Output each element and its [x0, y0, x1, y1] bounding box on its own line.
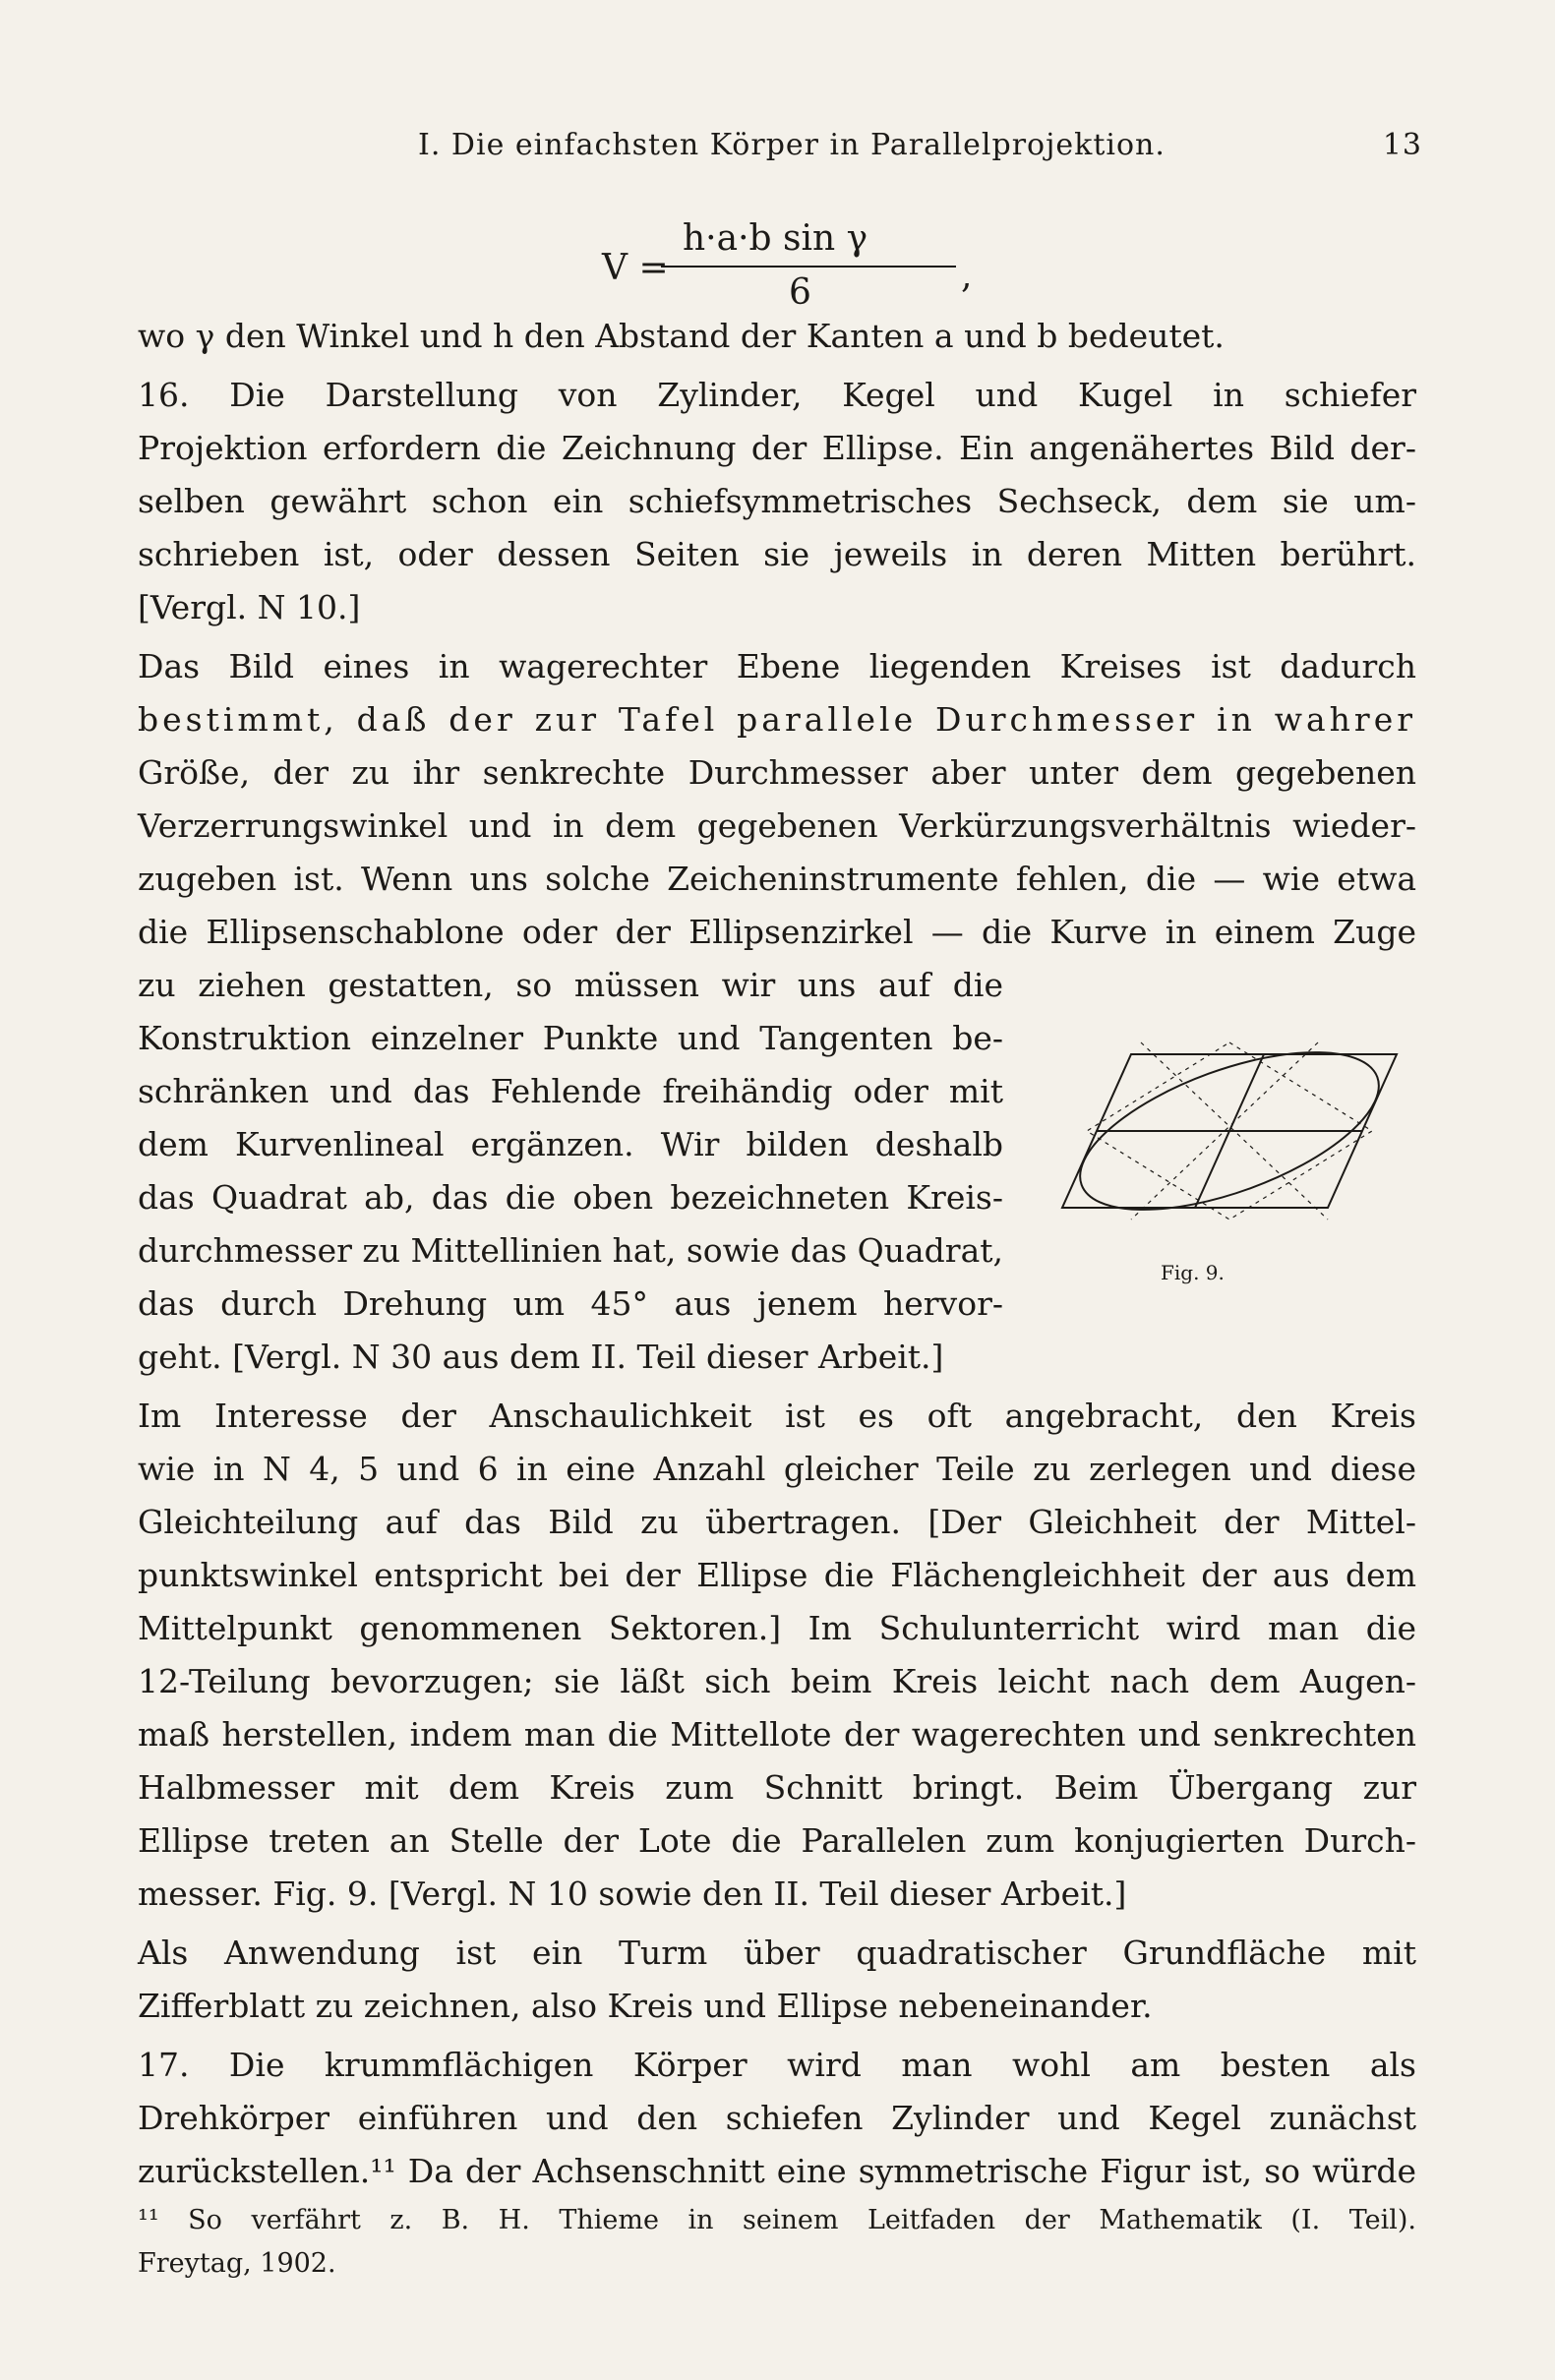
text-line: 17. Die krummflächigen Körper wird man wohl am besten als — [138, 2046, 1416, 2084]
ellipse-figure — [1043, 1003, 1416, 1298]
text-line: schrieben ist, oder dessen Seiten sie jeweils in deren Mitten berührt. — [138, 535, 1416, 573]
formula-denominator: 6 — [789, 272, 811, 313]
footnote-line: Freytag, 1902. — [138, 2248, 336, 2279]
text-line: bestimmt, daß der zur Tafel parallele Durchmesser in wahrer — [138, 700, 1416, 739]
text-line: 16. Die Darstellung von Zylinder, Kegel und Kugel in schiefer — [138, 376, 1416, 414]
formula-lhs: V = — [602, 248, 669, 288]
text-line: schränken und das Fehlende freihändig oder mit — [138, 1072, 1003, 1110]
text-line: Als Anwendung ist ein Turm über quadratischer Grundfläche mit — [138, 1934, 1416, 1972]
text-line: geht. [Vergl. N 30 aus dem II. Teil dieser Arbeit.] — [138, 1338, 944, 1376]
text-line: selben gewährt schon ein schiefsymmetrisches Sechseck, dem sie um- — [138, 482, 1416, 520]
text-line: dem Kurvenlineal ergänzen. Wir bilden deshalb — [138, 1125, 1003, 1163]
text-line: zurückstellen.¹¹ Da der Achsenschnitt eine symmetrische Figur ist, so würde — [138, 2152, 1416, 2190]
text-line: punktswinkel entspricht bei der Ellipse die Flächengleichheit der aus dem — [138, 1556, 1416, 1594]
text-line: [Vergl. N 10.] — [138, 588, 361, 626]
text-line: 12-Teilung bevorzugen; sie läßt sich beim Kreis leicht nach dem Augen- — [138, 1662, 1416, 1700]
running-title: I. Die einfachsten Körper in Parallelprojektion. — [418, 128, 1166, 162]
text-line: das Quadrat ab, das die oben bezeichneten Kreis- — [138, 1178, 1003, 1217]
text-line: Gleichteilung auf das Bild zu übertragen. [Der Gleichheit der Mittel- — [138, 1503, 1416, 1541]
text-line: Ellipse treten an Stelle der Lote die Parallelen zum konjugierten Durch- — [138, 1821, 1416, 1860]
text-line: maß herstellen, indem man die Mittellote der wagerechten und senkrechten — [138, 1715, 1416, 1754]
text-line: Größe, der zu ihr senkrechte Durchmesser aber unter dem gegebenen — [138, 753, 1416, 792]
figure-caption: Fig. 9. — [1161, 1261, 1225, 1284]
volume-formula — [602, 218, 976, 317]
text-line: Drehkörper einführen und den schiefen Zylinder und Kegel zunächst — [138, 2099, 1416, 2137]
text-line: Mittelpunkt genommenen Sektoren.] Im Schulunterricht wird man die — [138, 1609, 1416, 1647]
text-line: wo γ den Winkel und h den Abstand der Kanten a und b bedeutet. — [138, 317, 1225, 355]
text-line: Halbmesser mit dem Kreis zum Schnitt bringt. Beim Übergang zur — [138, 1768, 1416, 1807]
formula-comma: , — [961, 256, 973, 296]
text-line: Projektion erfordern die Zeichnung der Ellipse. Ein angenähertes Bild der- — [138, 429, 1416, 467]
text-line: Das Bild eines in wagerechter Ebene liegenden Kreises ist dadurch — [138, 647, 1416, 685]
text-line: messer. Fig. 9. [Vergl. N 10 sowie den II. Teil dieser Arbeit.] — [138, 1874, 1127, 1913]
text-line: das durch Drehung um 45° aus jenem hervor- — [138, 1284, 1003, 1323]
fraction-bar — [661, 266, 956, 268]
text-line: Verzerrungswinkel und in dem gegebenen Verkürzungsverhältnis wieder- — [138, 806, 1416, 845]
formula-numerator: h·a·b sin γ — [683, 218, 868, 259]
text-line: zugeben ist. Wenn uns solche Zeicheninstrumente fehlen, die — wie etwa — [138, 860, 1416, 898]
footnote-line: ¹¹ So verfährt z. B. H. Thieme in seinem Leitfaden der Mathematik (I. Teil). — [138, 2205, 1416, 2235]
ellipse-diagram — [1043, 1003, 1416, 1259]
text-line: Im Interesse der Anschaulichkeit ist es oft angebracht, den Kreis — [138, 1397, 1416, 1435]
text-line: die Ellipsenschablone oder der Ellipsenzirkel — die Kurve in einem Zuge — [138, 913, 1416, 951]
text-line: zu ziehen gestatten, so müssen wir uns auf die — [138, 966, 1003, 1004]
text-line: durchmesser zu Mittellinien hat, sowie das Quadrat, — [138, 1231, 1003, 1270]
text-line: wie in N 4, 5 und 6 in eine Anzahl gleicher Teile zu zerlegen und diese — [138, 1450, 1416, 1488]
text-line: Zifferblatt zu zeichnen, also Kreis und Ellipse nebeneinander. — [138, 1987, 1153, 2025]
page-number: 13 — [1382, 128, 1422, 162]
text-line: Konstruktion einzelner Punkte und Tangenten be- — [138, 1019, 1003, 1057]
